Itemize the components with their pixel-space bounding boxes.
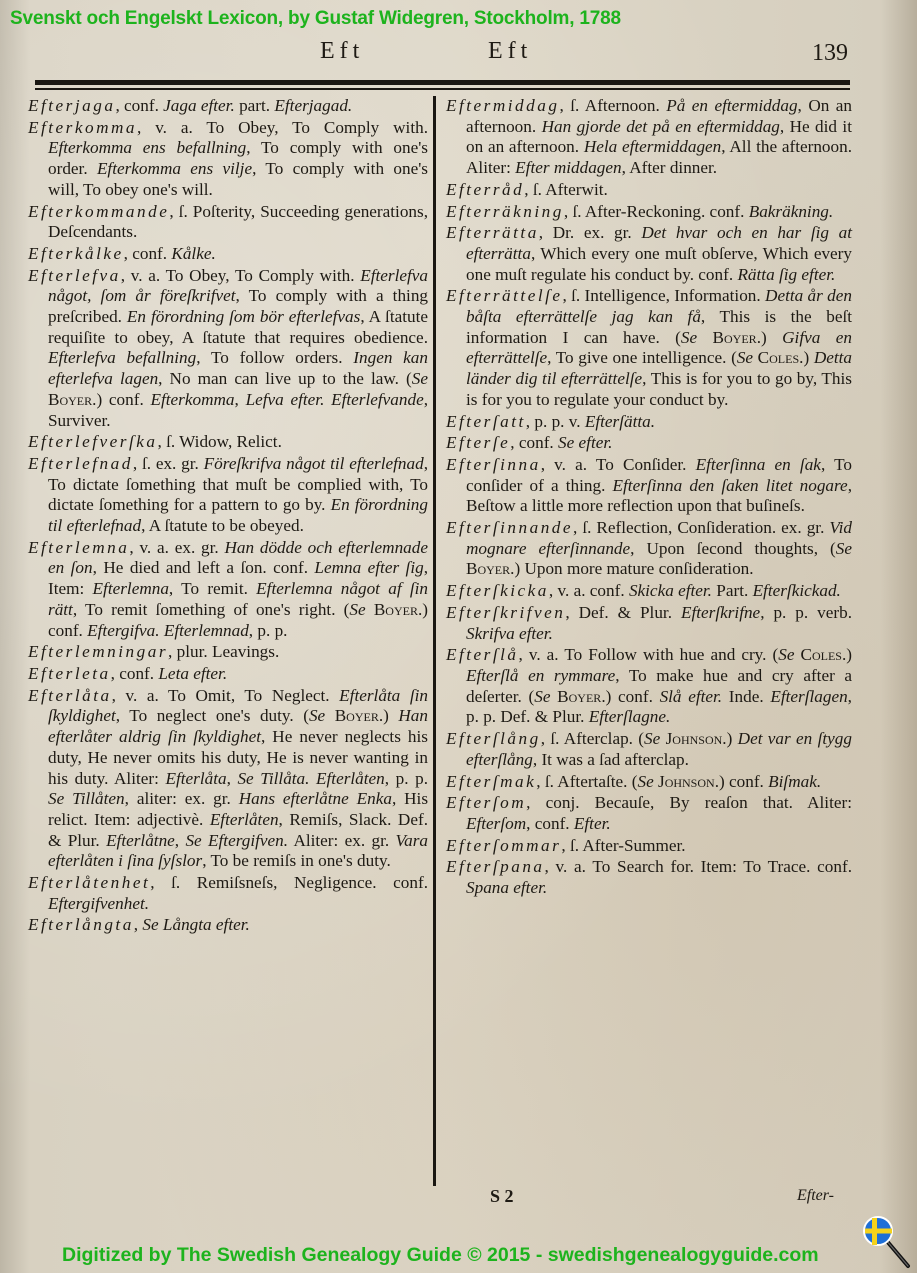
entry-text: , p. p. v. xyxy=(525,411,585,431)
entry-text: Efterſlagen xyxy=(770,686,848,706)
entry-text: Efterlemna något af ſin rätt xyxy=(48,579,428,619)
headword: Efterlångta xyxy=(28,915,134,935)
dictionary-entry xyxy=(28,244,428,265)
entry-text: , v. a. conf. xyxy=(548,581,629,601)
entry-text: , To comply with one's order. xyxy=(48,138,428,179)
entry-text: , This is the beſt information I can have. ( xyxy=(466,307,852,347)
entry-text: , Remiſs, Slack. Def. & Plur. xyxy=(48,809,428,850)
column-divider xyxy=(433,96,436,1186)
entry-text: Se xyxy=(637,771,658,791)
entry-text: , v. a. To Obey, To Comply with. xyxy=(120,265,361,285)
dictionary-entry xyxy=(28,96,428,117)
entry-text: Se xyxy=(308,706,335,726)
entry-text: Part. xyxy=(711,581,753,601)
entry-text: , Item: xyxy=(48,558,429,599)
entry-text: , He never neglects his duty, He never omits his duty, He is never wanting in his duty. Aliter: xyxy=(48,727,428,788)
dictionary-entry xyxy=(446,433,852,454)
dictionary-entry xyxy=(446,286,852,410)
entry-text: , ſ. Afterclap. ( xyxy=(540,729,645,749)
entry-text: , Beſtow a little more reflection upon that buſineſs. xyxy=(466,475,852,516)
entry-text: Boyer xyxy=(712,327,757,347)
page-number: 139 xyxy=(812,40,848,66)
entry-text: Skrifva efter. xyxy=(466,623,553,643)
entry-text: , ſ. Remiſsneſs, Negligence. conf. xyxy=(150,873,428,893)
dictionary-entry xyxy=(28,686,428,872)
entry-text: Föreſkrifva något til efterlefnad xyxy=(203,453,424,473)
dictionary-entry xyxy=(28,266,428,432)
entry-text: Efterlåta ſin ſkyldighet xyxy=(48,685,428,726)
entry-text: , p. p. verb. xyxy=(760,602,852,622)
dictionary-entry xyxy=(446,793,852,834)
entry-text: , ſ. Widow, Relict. xyxy=(157,432,282,452)
dictionary-entry xyxy=(446,96,852,179)
headword: Efterſommar xyxy=(446,835,562,855)
headword: Efterſlång xyxy=(446,729,541,749)
entry-text: Efterlåta xyxy=(165,768,227,788)
entry-text: , v. a. To Search for. Item: To Trace. conf. xyxy=(544,857,852,877)
entry-text: På en eftermiddag xyxy=(666,96,798,115)
entry-text: , He died and left a ſon. conf. xyxy=(92,558,315,578)
entry-text: Han dödde och efterlemnade en ſon xyxy=(48,537,428,578)
dictionary-entry xyxy=(28,664,428,685)
headword: Efterſmak xyxy=(446,771,537,791)
entry-text: , To remit. xyxy=(168,579,257,599)
running-head-right: Eft xyxy=(488,38,533,64)
dictionary-entry xyxy=(28,642,428,663)
entry-text: , conf. xyxy=(110,663,159,683)
entry-text: , He did it on an afternoon. xyxy=(466,116,852,157)
running-head-left: Eft xyxy=(320,38,365,64)
entry-text: , To comply with a thing preſcribed. xyxy=(48,286,429,327)
headword: Efterkomma xyxy=(28,117,138,137)
entry-text: Vid mognare efterſinnande xyxy=(466,518,852,558)
entry-text: Boyer xyxy=(334,706,379,726)
running-head xyxy=(0,38,917,68)
entry-text: , Dr. ex. gr. xyxy=(538,223,642,243)
banner-title: Svenskt och Engelskt Lexicon, by Gustaf Widegren, Stockholm, 1788 xyxy=(10,8,621,29)
dictionary-entry xyxy=(446,729,852,770)
entry-text: Eftergifvenhet. xyxy=(48,893,150,913)
entry-text: , v. a. To Obey, To Comply with. xyxy=(137,117,428,137)
dictionary-entry xyxy=(28,454,428,537)
entry-text: , p. p. Def. & Plur. xyxy=(466,686,852,727)
entry-text: , conj. Becauſe, By reaſon that. Aliter: xyxy=(526,793,852,813)
entry-text: , ſ. After-Summer. xyxy=(561,835,686,855)
entry-text: , To be remiſs in one's duty. xyxy=(202,851,391,871)
dictionary-entry xyxy=(446,180,852,201)
entry-text: Se xyxy=(778,645,801,665)
entry-text: , conf. xyxy=(123,243,172,263)
dictionary-entry xyxy=(446,223,852,285)
entry-text: , To make hue and cry after a deſerter. ( xyxy=(466,665,852,706)
entry-text: , plur. Leavings. xyxy=(168,642,280,662)
headword: Efterlemningar xyxy=(28,642,169,662)
entry-text: Lefva efter. Efterlefvande xyxy=(245,389,424,409)
entry-text: .) xyxy=(841,645,852,665)
entry-text: , A ſtatute to be obeyed. xyxy=(141,516,304,536)
headword: Eftermiddag xyxy=(446,96,560,115)
entry-text: Detta år den båſta efterrättelſe jag kan få xyxy=(466,286,852,327)
header-rule-thick xyxy=(35,80,850,85)
headword: Efterſkrifven xyxy=(446,602,566,622)
entry-text: Skicka efter. xyxy=(628,581,712,601)
entry-text: , All the afternoon. Aliter: xyxy=(466,137,852,178)
entry-text: Efterkomma xyxy=(150,389,235,409)
entry-text: , To give one intelligence. ( xyxy=(547,348,737,368)
dictionary-entry xyxy=(446,857,852,898)
entry-text: Efterſkickad. xyxy=(752,581,841,601)
headword: Efterſom xyxy=(446,793,527,813)
entry-text: , On an afternoon. xyxy=(466,96,853,136)
entry-text: , Which every one muſt obſerve, Which every one muſt regulate his conduct by. conf. xyxy=(466,243,852,284)
dictionary-entry xyxy=(446,412,852,433)
entry-text: , After dinner. xyxy=(621,158,718,178)
entry-text: Se xyxy=(411,369,428,389)
entry-text: Boyer xyxy=(466,559,511,579)
entry-text: Efterkomma ens vilje xyxy=(96,159,253,179)
headword: Efterlefva xyxy=(28,265,121,285)
entry-text: , ſ. Aftertaſte. ( xyxy=(536,771,638,791)
left-column xyxy=(28,96,428,937)
entry-text: Slå efter. xyxy=(659,686,723,706)
entry-text: Efterſom xyxy=(466,813,527,833)
entry-text: , A ſtatute requiſite to obey, A ſtatute that requires obedience. xyxy=(48,307,428,347)
entry-text: Se xyxy=(349,599,374,619)
entry-text: Vara efterlåten i ſina ſyſslor xyxy=(48,830,428,871)
entry-text: , This is for you to go by, This is for you to regulate your conduct by. xyxy=(466,369,852,409)
entry-text: , ſ. Afternoon. xyxy=(559,96,667,115)
entry-text: , To follow orders. xyxy=(196,348,354,368)
entry-text: .) xyxy=(378,706,399,726)
entry-text: , ſ. Afterwit. xyxy=(524,179,608,199)
entry-text: Bakräkning. xyxy=(748,201,834,221)
entry-text: .) conf. xyxy=(92,389,151,409)
header-rule-thin xyxy=(35,88,850,90)
entry-text: Se xyxy=(835,538,852,558)
headword: Efterråd xyxy=(446,179,525,199)
headword: Efterlemna xyxy=(28,537,130,557)
headword: Efterlåta xyxy=(28,685,112,705)
headword: Efterſe xyxy=(446,433,511,453)
entry-text: En förordning til efterlefnad xyxy=(48,495,428,536)
dictionary-entry xyxy=(446,581,852,602)
entry-text: Han efterlåter aldrig ſin ſkyldighet xyxy=(48,706,428,747)
entry-text: .) Upon more mature conſideration. xyxy=(510,559,754,579)
entry-text: Gifva en efterrättelſe xyxy=(466,327,852,368)
dictionary-entry xyxy=(28,202,428,243)
headword: Efterſinnande xyxy=(446,518,574,538)
entry-text: , To neglect one's duty. ( xyxy=(115,706,309,726)
headword: Efterlefverſka xyxy=(28,432,158,452)
entry-text: Se Tillåta. Efterlåten xyxy=(237,768,385,788)
headword: Efterlefnad xyxy=(28,453,133,473)
entry-text: Inde. xyxy=(722,686,771,706)
entry-text: , Def. & Plur. xyxy=(565,602,681,622)
entry-text: Eftergifva. Efterlemnad xyxy=(87,620,249,640)
entry-text: , xyxy=(226,768,238,788)
right-column xyxy=(446,96,852,900)
headword: Efterjaga xyxy=(28,96,116,115)
headword: Efterlåtenhet xyxy=(28,873,151,893)
entry-text: Efterſinna en ſak xyxy=(695,454,821,474)
entry-text: Jaga efter. xyxy=(163,96,235,115)
dictionary-entry xyxy=(28,118,428,201)
entry-text: Han gjorde det på en eftermiddag xyxy=(541,116,780,136)
entry-text: Boyer xyxy=(557,686,602,706)
entry-text: Hans efterlåtne Enka xyxy=(238,789,392,809)
dictionary-entry xyxy=(28,538,428,642)
entry-text: , ſ. Reflection, Conſideration. ex. gr. xyxy=(573,518,830,538)
entry-text: , xyxy=(234,389,246,409)
dictionary-entry xyxy=(446,518,852,580)
entry-text: Det var en ſtygg efterſlång xyxy=(466,729,852,769)
headword: Efterleta xyxy=(28,663,111,683)
entry-text: , v. a. To Follow with hue and cry. ( xyxy=(518,645,779,665)
catchword: Efter- xyxy=(797,1187,834,1204)
entry-text: Efterlefva befallning xyxy=(48,348,197,368)
entry-text: , conf. xyxy=(115,96,164,115)
entry-text: Se Tillåten xyxy=(48,789,125,809)
dictionary-entry xyxy=(446,836,852,857)
entry-text: Efterſlå en rymmare xyxy=(466,665,616,685)
dictionary-entry xyxy=(28,873,428,914)
entry-text: Efterkomma ens befallning xyxy=(48,138,247,158)
entry-text: , ſ. ex. gr. xyxy=(132,453,204,473)
entry-text: Biſmak. xyxy=(768,771,822,791)
headword: Efterkålke xyxy=(28,243,124,263)
entry-text: , No man can live up to the law. ( xyxy=(158,369,412,389)
entry-text: Se Långta efter. xyxy=(142,915,250,935)
entry-text: .) xyxy=(722,729,738,749)
entry-text: .) xyxy=(756,327,783,347)
entry-text: Spana efter. xyxy=(466,878,548,898)
entry-text: Boyer xyxy=(48,389,93,409)
entry-text: , xyxy=(133,915,143,935)
entry-text: , To dictate ſomething that muſt be complied with, To dictate ſomething for a pattern to go by. xyxy=(48,453,428,515)
entry-text: .) conf. xyxy=(48,599,428,640)
entry-text: , His relict. Item: adjectivè. xyxy=(48,789,429,829)
entry-text: , It was a ſad afterclap. xyxy=(532,749,689,769)
entry-text: Johnson xyxy=(658,771,715,791)
dictionary-entry xyxy=(446,202,852,223)
entry-text: Coles xyxy=(800,645,842,665)
dictionary-entry xyxy=(446,772,852,793)
entry-text: , Upon ſecond thoughts, ( xyxy=(630,538,836,558)
headword: Efterrätta xyxy=(446,223,539,243)
entry-text: , xyxy=(174,830,186,850)
entry-text: , v. a. ex. gr. xyxy=(129,537,225,557)
entry-text: , p. p. xyxy=(248,620,288,640)
entry-text: Se xyxy=(644,729,666,749)
entry-text: .) conf. xyxy=(601,686,660,706)
entry-text: Efterſlagne. xyxy=(588,707,671,727)
entry-text: Se xyxy=(534,686,558,706)
banner-credit: Digitized by The Swedish Genealogy Guide © 2015 - swedishgenealogyguide.com xyxy=(62,1244,819,1266)
dictionary-entry xyxy=(446,603,852,644)
entry-text: , conf. xyxy=(526,813,574,833)
headword: Efterſpana xyxy=(446,857,545,877)
entry-text: Se xyxy=(736,348,758,368)
entry-text: .) conf. xyxy=(714,771,769,791)
entry-text: , To conſider of a thing. xyxy=(466,454,852,495)
swedish-flag-magnifier-icon[interactable] xyxy=(862,1214,914,1270)
entry-text: Aliter: ex. gr. xyxy=(288,830,396,850)
entry-text: Coles xyxy=(757,348,800,368)
entry-text: Leta efter. xyxy=(158,663,228,683)
headword: Efterrättelſe xyxy=(446,286,563,306)
entry-text: , p. p. xyxy=(384,768,429,788)
signature-mark: S 2 xyxy=(490,1186,514,1206)
headword: Efterkommande xyxy=(28,201,170,221)
entry-text: Se efter. xyxy=(558,433,613,453)
headword: Efterräkning xyxy=(446,201,564,221)
entry-text: , v. a. To Conſider. xyxy=(540,454,696,474)
entry-text: Efterſkrifne xyxy=(680,602,761,622)
entry-text: Det hvar och en har ſig at efterrätta xyxy=(466,223,852,263)
dictionary-entry xyxy=(446,455,852,517)
headword: Efterſkicka xyxy=(446,581,549,601)
entry-text: , ſ. After-Reckoning. conf. xyxy=(563,201,749,221)
headword: Efterſlå xyxy=(446,645,519,665)
entry-text: , Surviver. xyxy=(48,389,429,430)
entry-text: Johnson xyxy=(665,729,723,749)
entry-text: , conf. xyxy=(510,433,559,453)
entry-text: , v. a. To Omit, To Neglect. xyxy=(111,685,340,705)
entry-text: , To comply with one's will, To obey one's will. xyxy=(48,159,428,199)
dictionary-entry xyxy=(446,645,852,728)
entry-text: Kålke. xyxy=(171,243,216,263)
entry-text: , To remit ſomething of one's right. ( xyxy=(72,599,350,619)
headword: Efterſatt xyxy=(446,411,526,431)
entry-text: Efterlemna xyxy=(92,579,169,599)
entry-text: Lemna efter ſig xyxy=(314,558,424,578)
entry-text: En förordning ſom bör efterlefvas xyxy=(126,307,361,327)
entry-text: Efterlåten xyxy=(209,809,279,829)
entry-text: Detta länder dig til efterrättelſe xyxy=(466,348,852,389)
entry-text: Efterſätta. xyxy=(584,411,656,431)
entry-text: Efter. xyxy=(573,813,611,833)
entry-text: Efterlåtne xyxy=(106,830,175,850)
entry-text: Se Eftergifven. xyxy=(185,830,289,850)
entry-text: , aliter: ex. gr. xyxy=(124,789,239,809)
entry-text: Efterjagad. xyxy=(274,96,353,115)
entry-text: Se xyxy=(680,327,713,347)
entry-text: Efterſinna den ſaken litet nogare xyxy=(612,475,848,495)
entry-text: part. xyxy=(234,96,275,115)
entry-text: , ſ. Poſterity, Succeeding generations, Deſcendants. xyxy=(48,201,428,242)
entry-text: .) xyxy=(799,348,814,368)
dictionary-entry xyxy=(28,432,428,453)
entry-text: Hela eftermiddagen xyxy=(583,137,722,157)
dictionary-entry xyxy=(28,915,428,936)
entry-text: Boyer xyxy=(373,599,418,619)
entry-text: Rätta ſig efter. xyxy=(737,264,836,284)
entry-text: Efter middagen xyxy=(515,158,622,178)
entry-text: Ingen kan efterlefva lagen xyxy=(48,348,428,389)
headword: Efterſinna xyxy=(446,454,541,474)
entry-text: Efterlefva något, ſom år föreſkrifvet xyxy=(48,265,428,306)
entry-text: , ſ. Intelligence, Information. xyxy=(562,286,766,306)
